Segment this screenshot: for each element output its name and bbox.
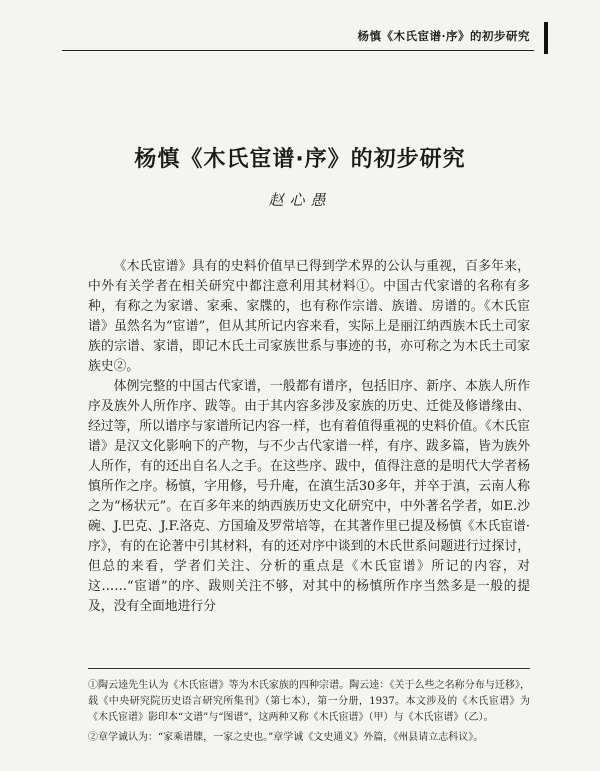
running-head-bar (544, 22, 548, 54)
footnote: ①陶云逵先生认为《木氏宦谱》等为木氏家族的四种宗谱。陶云逵：《关于么些之名称分布与迁移》，载《中央研究院历史语言研究所集刊》（第七本），第一分册，1937。本文涉及的《木氏宦谱》为《木氏宦谱》影印本“文谱”与“图谱”，这两种又称《木氏宦谱》（甲）与《木氏宦谱》（乙）。 (88, 680, 530, 723)
running-head (0, 22, 600, 52)
running-head-rule (62, 50, 534, 51)
body-paragraph: 体例完整的中国古代家谱，一般都有谱序，包括旧序、新序、本族人所作序及族外人所作序、跋等。由于其内容多涉及家族的历史、迁徙及修谱缘由、经过等，所以谱序与家谱所记内容一样，也有着值得重视的史料价值。《木氏宦谱》是汉文化影响下的产物，与不少古代家谱一样，有序、跋多篇，皆为族外人所作，有的还出自名人之手。在这些序、跋中，值得注意的是明代大学者杨慎所作之序。杨慎，字用修，号升庵，在滇生活30多年，并卒于滇，云南人称之为“杨状元”。在百多年来的纳西族历史文化研究中，中外著名学者，如E.沙碗、J.巴克、J.F.洛克、方国瑜及罗常培等，在其著作里已提及杨慎《木氏宦谱·序》，有的在论著中引其材料，有的还对序中谈到的木氏世系问题进行过探讨，但总的来看，学者们关注、分析的重点是《木氏宦谱》所记的内容，对这……“宦谱”的序、跋则关注不够，对其中的杨慎所作序当然多是一般的提及，没有全面地进行分 (88, 379, 530, 614)
article-body (88, 257, 530, 617)
footnote: ②章学诚认为：“家乘谱牒，一家之史也。”章学诚《文史通义》外篇，《州县请立志科议》。 (88, 732, 484, 743)
article-title: 杨慎《木氏宦谱·序》的初步研究 (134, 147, 466, 172)
footnote-divider (88, 668, 530, 669)
article-author: 赵心愚 (268, 191, 332, 209)
footnotes (88, 678, 530, 750)
running-head-title: 杨慎《木氏宦谱·序》的初步研究 (357, 29, 530, 43)
body-paragraph: 《木氏宦谱》具有的史料价值早已得到学术界的公认与重视，百多年来，中外有关学者在相关研究中都注意利用其材料①。中国古代家谱的名称有多种，有称之为家谱、家乘、家牒的，也有称作宗谱、族谱、房谱的。《木氏宦谱》虽然名为“宦谱”，但从其所记内容来看，实际上是丽江纳西族木氏土司家族的宗谱、家谱，即记木氏土司家族世系与事迹的书，亦可称之为木氏土司家族史②。 (88, 259, 530, 374)
